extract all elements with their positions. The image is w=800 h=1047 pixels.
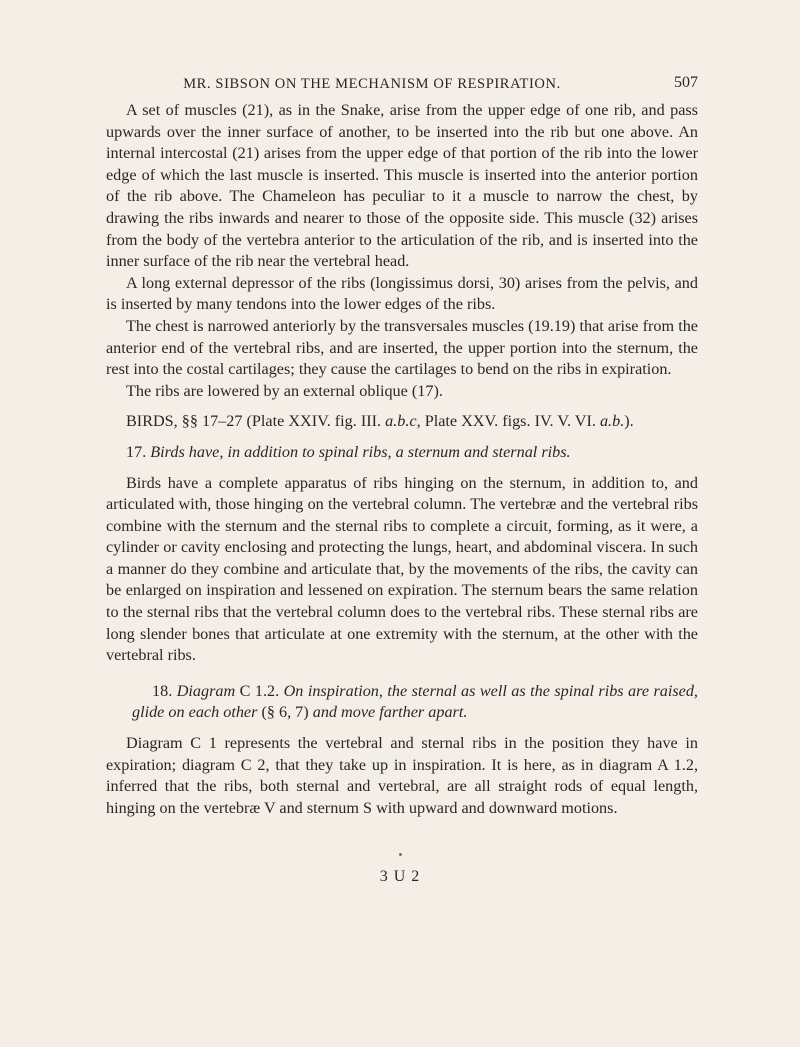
section-17-heading: 17. Birds have, in addition to spinal ribs, a sternum and sternal ribs. xyxy=(126,442,571,461)
page-header xyxy=(106,76,698,100)
printer-dot xyxy=(399,853,402,856)
paragraph-transversales: The chest is narrowed anteriorly by the transversales muscles (19.19) that arise from the anterior end of the vertebral ribs, and are inserted, the upper portion into the sternum, the rest into the costal cartilages; they cause the cartilages to bend on the ribs in expiration. xyxy=(106,316,698,379)
signature-mark: 3 U 2 xyxy=(379,868,421,885)
paragraph-diagram-c: Diagram C 1 represents the vertebral and sternal ribs in the position they have in expiration; diagram C 2, that they take up in inspiration. It is here, as in diagram A 1.2, inferred that the ribs, both sternal and vertebral, are all straight rods of equal length, hinging on the vertebræ V and sternum S with upward and downward motions. xyxy=(106,734,698,817)
paragraph-birds-ribs: Birds have a complete apparatus of ribs hinging on the sternum, in addition to, and articulated with, those hinging on the vertebral column. The vertebræ and the vertebral ribs combine with the sternum and the sternal ribs to complete a circuit, forming, as it were, a cylinder or cavity enclosing and protecting the lungs, heart, and abdominal viscera. In such a manner do they combine and articulate that, by the movements of the ribs, the cavity can be enlarged on inspiration and lessened on expiration. The sternum bears the same relation to the sternal ribs that the vertebral column does to the vertebral ribs. These sternal ribs are long slender bones that articulate at one extremity with the sternum, at the other with the vertebral ribs. xyxy=(106,473,698,665)
birds-section-heading: BIRDS, §§ 17–27 (Plate XXIV. fig. III. a.b.c, Plate XXV. figs. IV. V. VI. a.b.). xyxy=(126,412,634,431)
paragraph-muscles-snake: A set of muscles (21), as in the Snake, arise from the upper edge of one rib, and pass upwards over the inner surface of another, to be inserted into the rib but one above. An internal intercostal (21) arises from the upper edge of that portion of the rib into the lower edge of which the last muscle is inserted. This muscle is inserted into the anterior portion of the rib above. The Chameleon has peculiar to it a muscle to narrow the chest, by drawing the ribs inwards and nearer to those of the opposite side. This muscle (32) arises from the body of the vertebra anterior to the articulation of the rib, and is inserted into the inner surface of the rib near the vertebral head. xyxy=(106,101,698,271)
running-head: MR. SIBSON ON THE MECHANISM OF RESPIRATION. xyxy=(183,76,561,92)
section-18-heading: 18. Diagram C 1.2. On inspiration, the sternal as well as the spinal ribs are raised, glide on each other (§ 6, 7) and move farther apart. xyxy=(132,681,698,722)
page-number: 507 xyxy=(674,74,698,91)
paragraph-depressor: A long external depressor of the ribs (longissimus dorsi, 30) arises from the pelvis, and is inserted by many tendons into the lower edges of the ribs. xyxy=(106,273,698,314)
paragraph-external-oblique: The ribs are lowered by an external oblique (17). xyxy=(126,381,443,400)
body-text xyxy=(106,100,698,819)
